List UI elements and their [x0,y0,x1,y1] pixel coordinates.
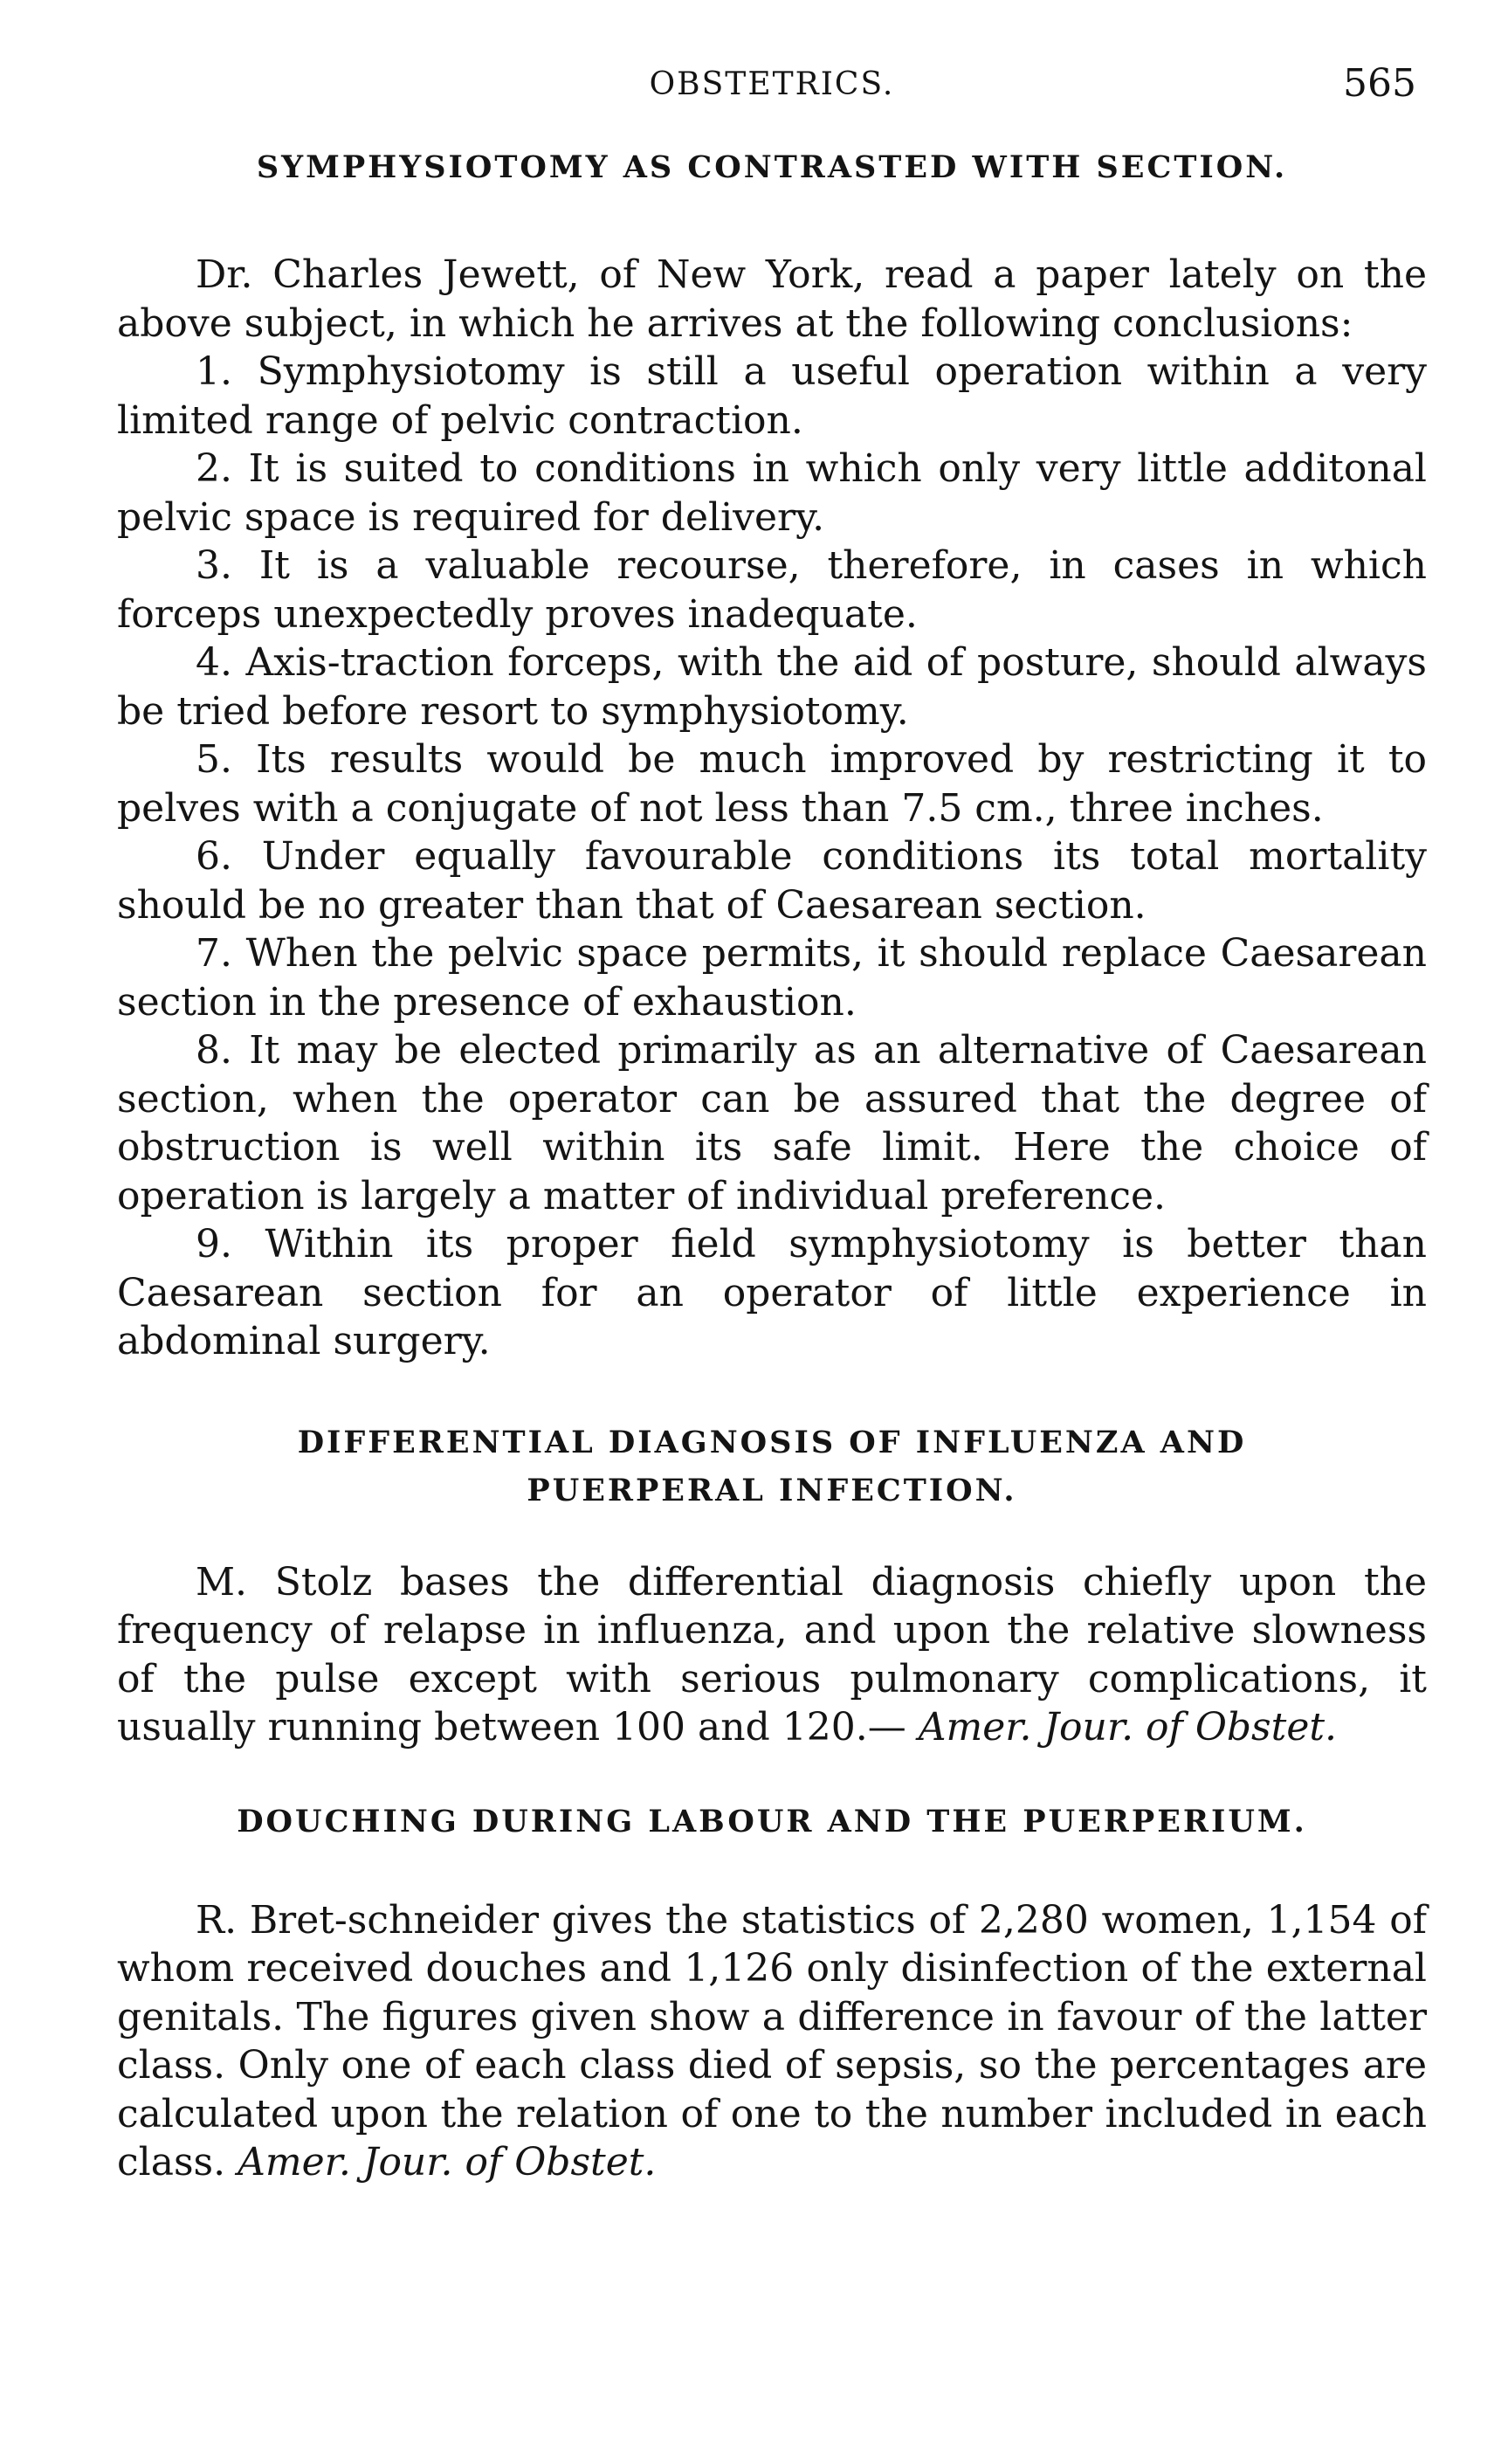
conclusion-item: 7. When the pelvic space permits, it should replace Caesarean section in the presence of exhaustion. [117,931,1427,1025]
body-text: R. Bret-schneider gives the statistics of 2,280 women, 1,154 of whom received douches and 1,126 only disinfection of the external genitals. The figures given show a difference in favour of the latter class. Only one of each class died of sepsis, so the percentages are calculated upon the relation of one to the number included in each class. [117,1897,1427,2184]
article-influenza [117,1418,1427,1752]
source-citation: Amer. Jour. of Obstet. [238,2140,657,2184]
article-heading: SYMPHYSIOTOMY AS CONTRASTED WITH SECTION. [256,149,1288,185]
heading-line: PUERPERAL INFECTION. [527,1472,1017,1508]
article-intro: Dr. Charles Jewett, of New York, read a paper lately on the above subject, in which he arrives at the following conclusions: [117,252,1427,346]
conclusion-item: 8. It may be elected primarily as an alternative of Caesarean section, when the operator can be assured that the degree of obstruction is well within its safe limit. Here the choice of operation is largely a matter of individual preference. [117,1028,1427,1218]
conclusion-item: 3. It is a valuable recourse, therefore, in cases in which forceps unexpectedly proves inadequate. [117,543,1427,637]
conclusion-item: 5. Its results would be much improved by restricting it to pelves with a conjugate of not less than 7.5 cm., three inches. [117,737,1427,831]
heading-line: DIFFERENTIAL DIAGNOSIS OF INFLUENZA AND [297,1424,1247,1460]
article-heading: DOUCHING DURING LABOUR AND THE PUERPERIUM. [237,1803,1307,1839]
page-number: 565 [1343,61,1416,106]
source-citation: Amer. Jour. of Obstet. [918,1705,1338,1750]
article-heading [117,1418,1427,1515]
book-page [117,61,1427,2187]
conclusion-item: 1. Symphysiotomy is still a useful operation within a very limited range of pelvic contraction. [117,349,1427,443]
article-douching [117,1798,1427,2187]
article-symphysiotomy [117,143,1427,1366]
article-body [117,1558,1427,1752]
running-title: OBSTETRICS. [649,66,895,102]
body-text: M. Stolz bases the differential diagnosis chiefly upon the frequency of relapse in influenza, and upon the relative slowness of the pulse except with serious pulmonary complications, it usually running between 100 and 120.— [117,1559,1427,1750]
conclusion-item: 4. Axis-traction forceps, with the aid of posture, should always be tried before resort to symphysiotomy. [117,640,1427,734]
conclusion-item: 9. Within its proper field symphysiotomy is better than Caesarean section for an operator of little experience in abdominal surgery. [117,1222,1427,1363]
article-body [117,1896,1427,2187]
running-head [117,61,1427,122]
conclusion-item: 6. Under equally favourable conditions its total mortality should be no greater than that of Caesarean section. [117,834,1427,928]
conclusion-item: 2. It is suited to conditions in which only very little additonal pelvic space is required for delivery. [117,446,1427,540]
